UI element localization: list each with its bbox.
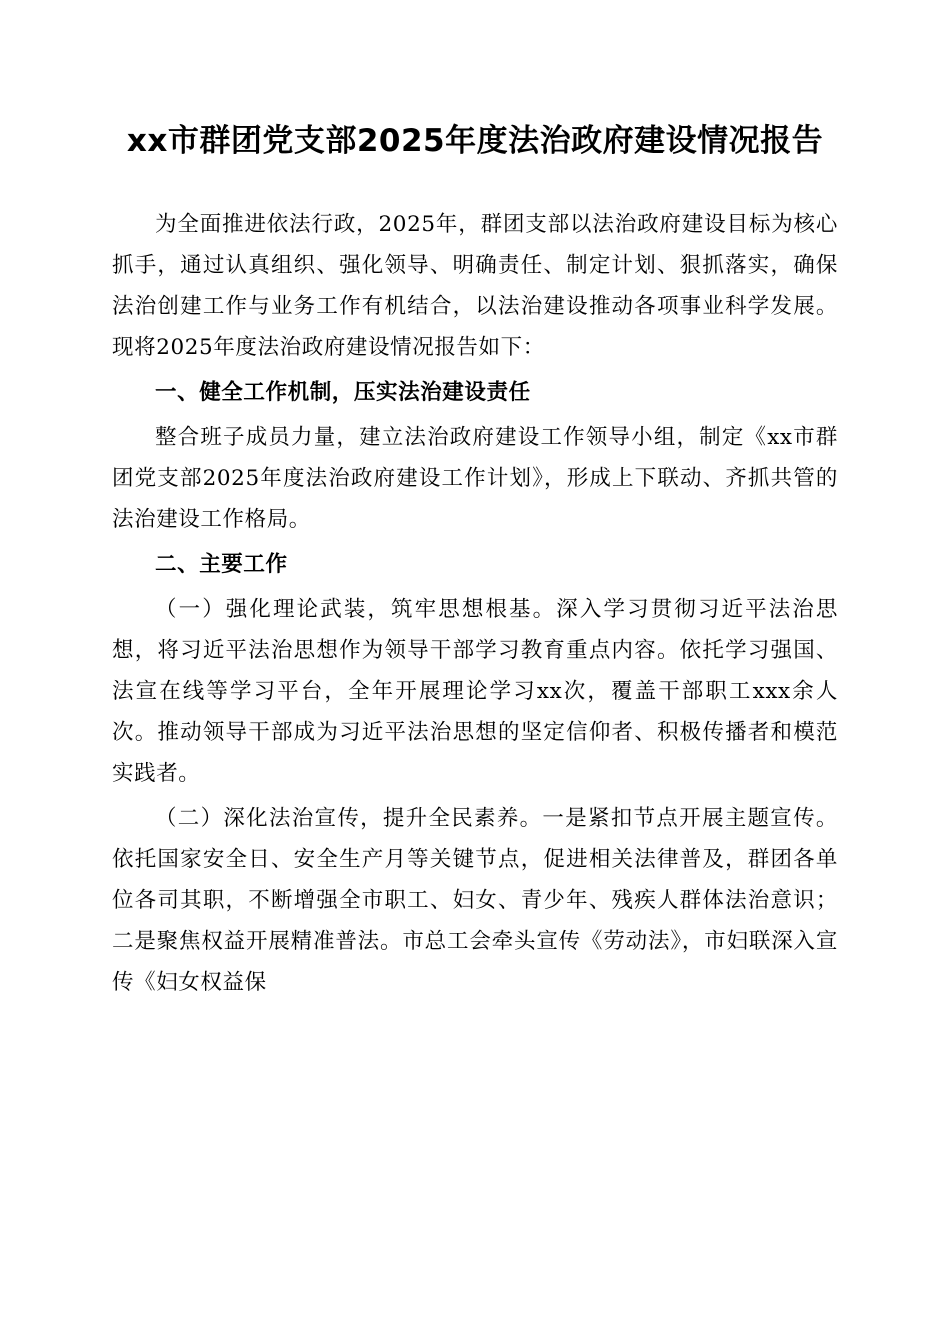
paragraph-section-one-body: 整合班子成员力量，建立法治政府建设工作领导小组，制定《xx市群团党支部2025年度法治政府建设工作计划》，形成上下联动、齐抓共管的法治建设工作格局。 bbox=[112, 425, 838, 532]
paragraph-intro: 为全面推进依法行政，2025年，群团支部以法治政府建设目标为核心抓手，通过认真组织、强化领导、明确责任、制定计划、狠抓落实，确保法治创建工作与业务工作有机结合，以法治建设推动各项事业科学发展。现将2025年度法治政府建设情况报告如下： bbox=[112, 212, 838, 360]
heading-section-two: 二、主要工作 bbox=[155, 552, 288, 577]
page-title: xx市群团党支部2025年度法治政府建设情况报告 bbox=[126, 123, 824, 159]
paragraph-item-two: （二）深化法治宣传，提升全民素养。一是紧扣节点开展主题宣传。依托国家安全日、安全生产月等关键节点，促进相关法律普及，群团各单位各司其职，不断增强全市职工、妇女、青少年、残疾人群体法治意识；二是聚焦权益开展精准普法。市总工会牵头宣传《劳动法》，市妇联深入宣传《妇女权益保 bbox=[112, 806, 838, 995]
heading-section-one: 一、健全工作机制，压实法治建设责任 bbox=[155, 380, 531, 405]
paragraph-item-one: （一）强化理论武装，筑牢思想根基。深入学习贯彻习近平法治思想，将习近平法治思想作为领导干部学习教育重点内容。依托学习强国、法宣在线等学习平台，全年开展理论学习xx次，覆盖干部职工xxx余人次。推动领导干部成为习近平法治思想的坚定信仰者、积极传播者和模范实践者。 bbox=[112, 597, 838, 786]
